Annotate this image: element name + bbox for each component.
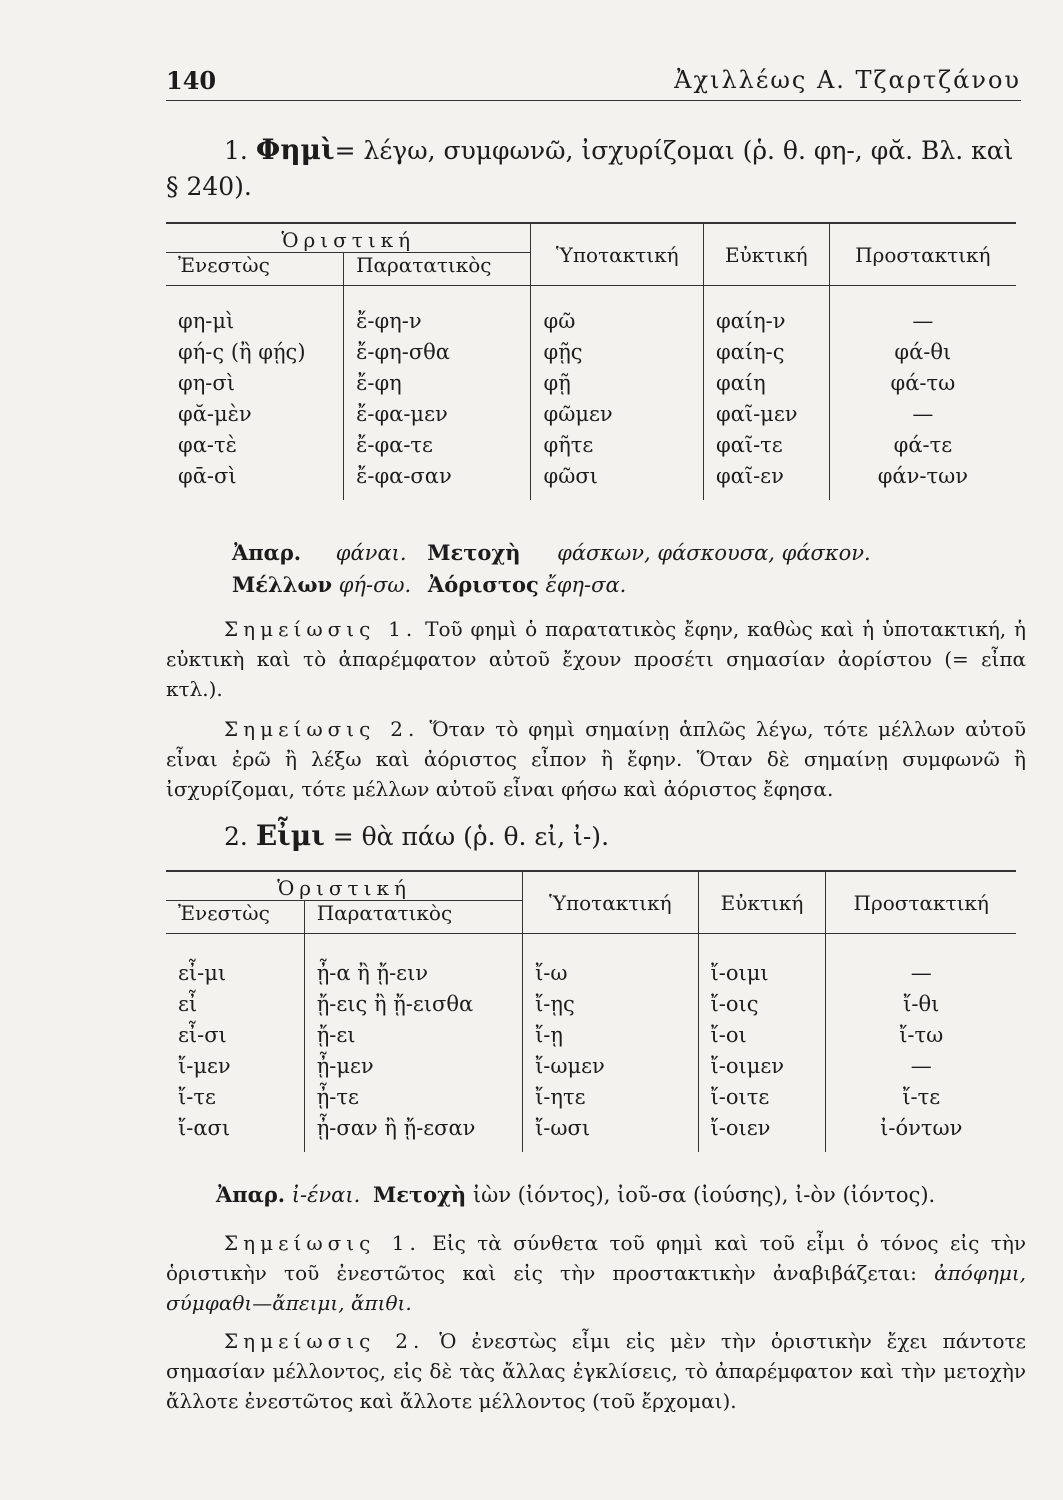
- table-cell: ἴ-οιτε: [698, 1082, 826, 1113]
- section-1-number: 1.: [224, 136, 248, 165]
- table-cell: ᾖ-σαν ἢ ᾔ-εσαν: [304, 1113, 522, 1152]
- table-cell: φή-ς (ἢ φῄς): [166, 337, 344, 368]
- section-2-infinitive-participle: [216, 1180, 1063, 1210]
- table-cell: ἴ-ασι: [166, 1113, 304, 1152]
- conjugation-table-phemi: [166, 222, 1016, 500]
- table-cell: φῇς: [531, 337, 703, 368]
- table-cell: ᾔ-εις ἢ ᾔ-εισθα: [304, 989, 522, 1020]
- table-cell: ἴ-ωσι: [523, 1113, 698, 1152]
- section-2-note-1: [166, 1228, 1026, 1318]
- note-label: Σημείωσις 1.: [224, 1231, 421, 1255]
- infinitive-value: ἰ-έναι.: [291, 1183, 361, 1207]
- table-cell: —: [910, 961, 932, 985]
- section-1-infinitive-participle: [232, 538, 1063, 568]
- future-value: φή-σω.: [338, 573, 412, 597]
- table-cell: φαῖ-μεν: [703, 399, 829, 430]
- section-1-heading: [166, 132, 1026, 205]
- page-header: [166, 62, 1021, 102]
- table-cell: φαίη-ν: [703, 286, 829, 338]
- table-cell: ᾔ-ει: [304, 1020, 522, 1051]
- table-cell: ἔ-φα-μεν: [344, 399, 531, 430]
- header-imperative: Προστακτική: [826, 871, 1016, 934]
- infinitive-label: Ἀπαρ.: [232, 540, 302, 565]
- table-cell: ᾖ-μεν: [304, 1051, 522, 1082]
- note-text: Ὅταν τὸ φημὶ σημαίνῃ ἁπλῶς λέγω, τότε μέλλων αὐτοῦ εἶναι ἐρῶ ἢ λέξω καὶ ἀόριστος εἶπον ἢ ἔφην. Ὅταν δὲ σημαίνῃ συμφωνῶ ἢ ἰσχυρίζομαι, τότε μέλλων αὐτοῦ εἶναι φήσω καὶ ἀόριστος ἔφησα.: [166, 717, 1027, 801]
- table-cell: ἔ-φη-ν: [344, 286, 531, 338]
- table-cell: φα-τὲ: [166, 430, 344, 461]
- section-2-lemma: Εἶμι: [255, 819, 325, 852]
- infinitive-label: Ἀπαρ.: [216, 1182, 286, 1207]
- table-cell: ἴ-ητε: [523, 1082, 698, 1113]
- table-cell: ᾖ-α ἢ ᾔ-ειν: [304, 934, 522, 990]
- table-cell: ἔ-φα-σαν: [344, 461, 531, 500]
- table-cell: φῶσι: [531, 461, 703, 500]
- header-imperfect: Παρατατικὸς: [344, 253, 531, 286]
- header-rule: [166, 100, 1021, 101]
- table-cell: φῆτε: [531, 430, 703, 461]
- aorist-label: Ἀόριστος: [427, 572, 539, 597]
- infinitive-value: φάναι.: [335, 541, 407, 565]
- table-cell: —: [912, 309, 934, 333]
- table-cell: ἔ-φη-σθα: [344, 337, 531, 368]
- table-cell: ἴ-θι: [903, 992, 940, 1016]
- table-cell: ἴ-ω: [523, 934, 698, 990]
- section-1-future-aorist: [232, 570, 1063, 600]
- participle-value: ἰὼν (ἰόντος), ἰοῦ-σα (ἰούσης), ἰ-ὸν (ἰόντος).: [472, 1183, 936, 1207]
- table-cell: φάν-των: [877, 464, 968, 488]
- header-subjunctive: Ὑποτακτική: [523, 871, 698, 934]
- section-1-note-1: [166, 614, 1026, 704]
- table-cell: φᾰ-μὲν: [166, 399, 344, 430]
- table-cell: φά-τω: [890, 371, 956, 395]
- section-1-definition: = λέγω, συμφωνῶ, ἰσχυρίζομαι (ῥ. θ. φη-, φᾰ. Βλ. καὶ § 240).: [166, 136, 1014, 201]
- table-cell: ἔ-φη: [344, 368, 531, 399]
- table-cell: φη-μὶ: [166, 286, 344, 338]
- section-1-lemma: Φημὶ: [255, 133, 335, 166]
- table-cell: ᾖ-τε: [304, 1082, 522, 1113]
- note-text: Εἰς τὰ σύνθετα τοῦ φημὶ καὶ τοῦ εἶμι ὁ τόνος εἰς τὴν ὁριστικὴν τοῦ ἐνεστῶτος καὶ εἰς τὴν προστακτικὴν ἀναβιβάζεται:: [166, 1231, 1026, 1285]
- section-2-number: 2.: [224, 822, 248, 851]
- table-cell: ἴ-οιεν: [698, 1113, 826, 1152]
- table-cell: ἴ-οιμεν: [698, 1051, 826, 1082]
- table-cell: φαῖ-τε: [703, 430, 829, 461]
- note-label: Σημείωσις 2.: [224, 717, 420, 741]
- header-optative: Εὐκτική: [698, 871, 826, 934]
- future-label: Μέλλων: [232, 572, 333, 597]
- header-indicative: Ὁριστική: [166, 871, 523, 901]
- header-present: Ἐνεστὼς: [166, 901, 304, 934]
- participle-value: φάσκων, φάσκουσα, φάσκον.: [557, 541, 871, 565]
- table-cell: φά-θι: [894, 340, 952, 364]
- participle-label: Μετοχὴ: [372, 1182, 467, 1207]
- table-cell: ἴ-τε: [902, 1085, 941, 1109]
- conjugation-table-eimi: [166, 870, 1016, 1152]
- header-indicative: Ὁριστική: [166, 223, 531, 253]
- aorist-value: ἔφη-σα.: [545, 573, 627, 597]
- table-cell: φῶ: [531, 286, 703, 338]
- table-cell: φᾱ-σὶ: [166, 461, 344, 500]
- table-cell: φη-σὶ: [166, 368, 344, 399]
- section-2-note-2: [166, 1326, 1026, 1416]
- table-cell: ἴ-ῃς: [523, 989, 698, 1020]
- header-subjunctive: Ὑποτακτική: [531, 223, 703, 286]
- note-label: Σημείωσις 2.: [224, 1329, 425, 1353]
- note-text: Τοῦ φημὶ ὁ παρατατικὸς ἔφην, καθὼς καὶ ἡ ὑποτακτική, ἡ εὐκτικὴ καὶ τὸ ἀπαρέμφατον αὐτοῦ ἔχουν προσέτι σημασίαν ἀορίστου (= εἶπα κτλ.).: [166, 617, 1026, 701]
- header-present: Ἐνεστὼς: [166, 253, 344, 286]
- table-cell: εἶ-μι: [166, 934, 304, 990]
- table-cell: ἴ-ῃ: [523, 1020, 698, 1051]
- table-cell: φαίη: [703, 368, 829, 399]
- table-cell: φῶμεν: [531, 399, 703, 430]
- table-cell: ἴ-οις: [698, 989, 826, 1020]
- table-cell: ἴ-τω: [899, 1023, 944, 1047]
- section-2-heading: [224, 818, 1063, 855]
- page-number: 140: [166, 66, 217, 95]
- table-cell: φαῖ-εν: [703, 461, 829, 500]
- section-1-note-2: [166, 714, 1026, 804]
- participle-label: Μετοχὴ: [427, 540, 521, 565]
- table-cell: ἴ-τε: [166, 1082, 304, 1113]
- table-cell: εἶ: [166, 989, 304, 1020]
- header-imperfect: Παρατατικὸς: [304, 901, 522, 934]
- table-cell: ἴ-ωμεν: [523, 1051, 698, 1082]
- running-title: Ἀχιλλέως Α. Τζαρτζάνου: [674, 66, 1021, 94]
- table-cell: —: [910, 1054, 932, 1078]
- header-imperative: Προστακτική: [829, 223, 1016, 286]
- table-cell: ἔ-φα-τε: [344, 430, 531, 461]
- note-examples: ἀπόφημι, σύμφαθι—ἄπειμι, ἄπιθι.: [166, 1261, 1027, 1315]
- section-2-definition: = θὰ πάω (ῥ. θ. εἰ, ἰ-).: [332, 822, 610, 851]
- table-cell: —: [912, 402, 934, 426]
- table-cell: φά-τε: [893, 433, 953, 457]
- table-cell: ἴ-μεν: [166, 1051, 304, 1082]
- header-optative: Εὐκτική: [703, 223, 829, 286]
- table-cell: εἶ-σι: [166, 1020, 304, 1051]
- table-cell: φῇ: [531, 368, 703, 399]
- table-cell: ἰ-όντων: [880, 1116, 963, 1140]
- table-cell: φαίη-ς: [703, 337, 829, 368]
- note-text: Ὁ ἐνεστὼς εἶμι εἰς μὲν τὴν ὁριστικὴν ἔχει πάντοτε σημασίαν μέλλοντος, εἰς δὲ τὰς ἄλλας ἐγκλίσεις, τὸ ἀπαρέμφατον καὶ τὴν μετοχὴν ἄλλοτε ἐνεστῶτος καὶ ἄλλοτε μέλλοντος (τοῦ ἔρχομαι).: [166, 1329, 1026, 1413]
- table-cell: ἴ-οι: [698, 1020, 826, 1051]
- note-label: Σημείωσις 1.: [224, 617, 418, 641]
- table-cell: ἴ-οιμι: [698, 934, 826, 990]
